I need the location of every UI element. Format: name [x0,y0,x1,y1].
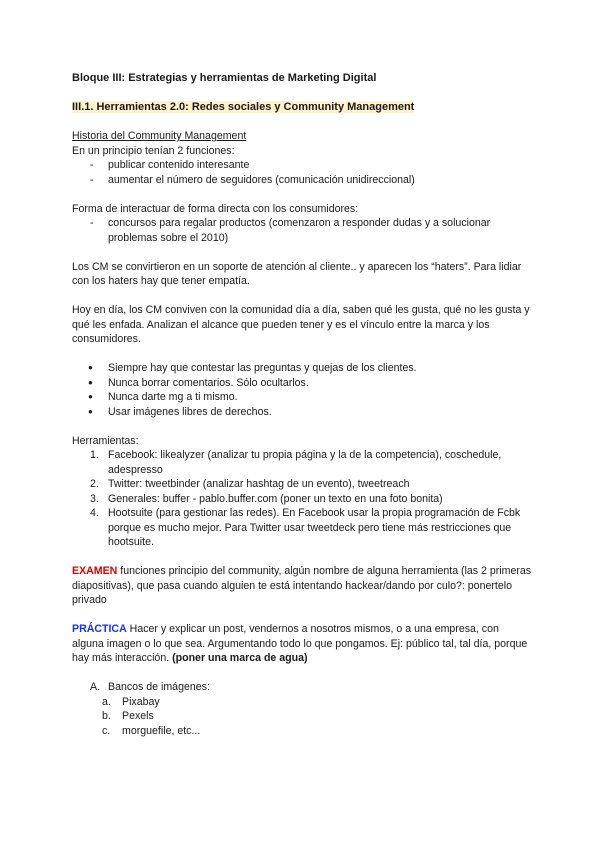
list-item: ● Nunca borrar comentarios. Sólo ocultarlos. [72,376,532,391]
list-item: b. Pexels [102,710,154,722]
exam-note: EXAMEN funciones principio del community, algún nombre de alguna herramienta (las 2 primeras diapositivas), que pasa cuando alguien te está intentando hackear/dando por culo?: ponertelo privado [72,565,532,606]
paragraph-today: Hoy en día, los CM conviven con la comunidad día a día, saben qué les gusta, qué no les gusta y qué les enfada. Analizan el alcance que pueden tener y es el vínculo entre la marca y los consumidores. [72,304,530,345]
list-item: ● Siempre hay que contestar las preguntas y quejas de los clientes. [72,361,532,376]
list-item: a. Pixabay [102,695,160,708]
interaction-intro: Forma de interactuar de forma directa con los consumidores: [72,202,359,215]
list-item: - publicar contenido interesante [72,158,532,173]
list-item: - concursos para regalar productos (comenzaron a responder dudas y a solucionar problemas sobre el 2010) [72,216,532,245]
list-item: 2. Twitter: tweetbinder (analizar hashtag de un evento), tweetreach [90,478,410,490]
history-intro: En un principio tenían 2 funciones: [72,144,235,157]
list-item: 3. Generales: buffer - pablo.buffer.com (poner un texto en una foto bonita) [90,492,443,505]
image-banks-sublist [72,695,532,739]
block-heading: Bloque III: Estrategias y herramientas de Marketing Digital [72,72,377,84]
document-page [72,71,532,738]
image-banks-list [72,680,532,738]
history-title: Historia del Community Management [72,130,247,142]
tools-list [72,448,532,550]
section-title [72,100,532,115]
list-item: c. morguefile, etc... [102,724,201,737]
practice-label: PRÁCTICA [72,623,127,635]
practice-bold: (poner una marca de agua) [172,652,308,664]
interaction-list [72,216,532,245]
tools-title: Herramientas: [72,434,139,447]
list-item: ● Usar imágenes libres de derechos. [72,405,532,420]
section-title-highlight: III.1. Herramientas 2.0: Redes sociales y Community Management [72,100,415,113]
exam-label: EXAMEN [72,565,118,577]
paragraph-cm: Los CM se convirtieron en un soporte de atención al cliente.. y aparecen los “haters”. Para lidiar con los haters hay que tener empatía. [72,260,522,287]
list-item: A. Bancos de imágenes: a. Pixabay b. Pexels c. morguefile, etc... [72,680,532,738]
practice-note: PRÁCTICA Hacer y explicar un post, vendernos a nosotros mismos, o a una empresa, con alguna imagen o lo que sea. Argumentando todo lo que pongamos. Ej: público tal, tal día, porque hay más interacción. (poner una marca de agua) [72,623,528,664]
list-item: - aumentar el número de seguidores (comunicación unidireccional) [72,173,532,188]
list-item: 1. Facebook: likealyzer (analizar tu propia página y la de la competencia), coschedule, adespresso [90,449,502,476]
rules-list [72,361,532,419]
history-list [72,158,532,187]
list-item: 4. Hootsuite (para gestionar las redes). En Facebook usar la propia programación de Fcbk porque es mucho mejor. Para Twitter usar tweetdeck pero tiene más restricciones que hootsuite. [90,507,521,548]
list-item: ● Nunca darte mg a ti mismo. [72,390,532,405]
